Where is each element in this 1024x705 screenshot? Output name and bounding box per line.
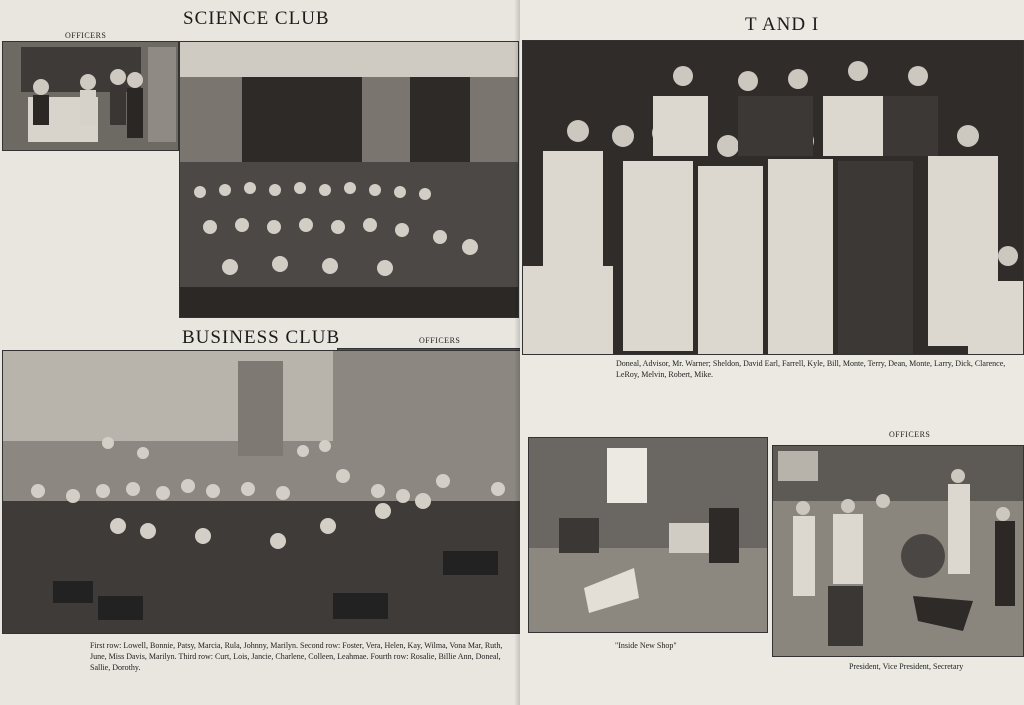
science-officers-photo bbox=[2, 41, 179, 151]
t-and-i-group-photo bbox=[522, 40, 1024, 355]
science-club-heading: SCIENCE CLUB bbox=[183, 8, 330, 29]
shop-caption: "Inside New Shop" bbox=[615, 641, 677, 650]
business-club-group-photo bbox=[2, 350, 521, 634]
t-and-i-officers-label: OFFICERS bbox=[889, 430, 931, 439]
right-page bbox=[520, 0, 1024, 705]
business-club-heading: BUSINESS CLUB bbox=[182, 327, 341, 348]
t-and-i-heading: T AND I bbox=[745, 14, 820, 35]
t-and-i-caption: Doneal, Advisor, Mr. Warner; Sheldon, David Earl, Farrell, Kyle, Bill, Monte, Terry, Dean, Monte, Larry, Dick, Clarence, LeRoy, Melvin, Robert, Mike. bbox=[616, 359, 1006, 379]
t-and-i-officers-photo bbox=[772, 445, 1024, 657]
inside-new-shop-photo bbox=[528, 437, 768, 633]
science-officers-label: OFFICERS bbox=[65, 31, 107, 40]
business-club-caption: First row: Lowell, Bonnie, Patsy, Marcia, Rula, Johnny, Marilyn. Second row: Foster, Vera, Helen, Kay, Wilma, Vona Mar, Ruth, June, Miss Davis, Marilyn. Third row: Curt, Lois, Jancie, Charlene, Colleen, Leahmae. Fourth row: Rosalie, Billie Ann, Doneal, Sallie, Dorothy. bbox=[90, 641, 503, 672]
science-club-group-photo bbox=[179, 41, 519, 318]
t-and-i-officers-caption: President, Vice President, Secretary bbox=[849, 662, 964, 671]
business-officers-label: OFFICERS bbox=[419, 336, 461, 345]
